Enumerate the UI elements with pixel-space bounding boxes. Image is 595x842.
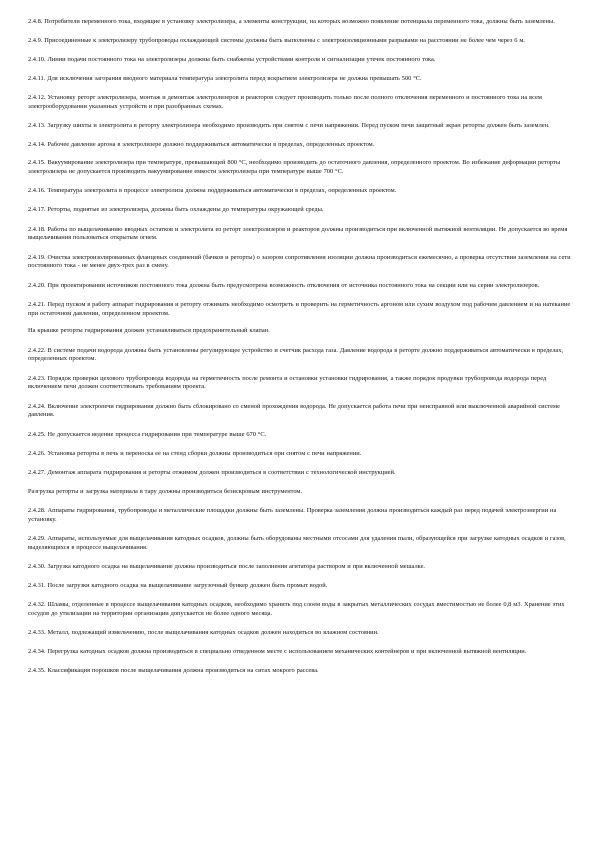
paragraph-2-4-25: 2.4.25. Не допускается ведение процесса гидрирования при температуре выше 670 °C. xyxy=(28,430,267,438)
paragraph-2-4-22: 2.4.22. В системе подачи водорода должны быть установлены регулирующее устройство и счетчик расхода газа. Давление водорода в реторте должно поддерживаться автоматически в пределах, определенных проектом. xyxy=(28,346,564,363)
paragraph-2-4-10: 2.4.10. Линии подачи постоянного тока на электролизеры должны быть снабжены устройствами контроля и сигнализации утечек постоянного тока. xyxy=(28,56,436,64)
paragraph-2-4-13: 2.4.13. Загрузку шихты и электролита в реторту электролизера необходимо производить при снятом с печи напряжении. Перед пуском печи защитный экран реторты должен быть заземлен. xyxy=(28,122,550,130)
paragraph-2-4-19: 2.4.19. Очистка электроизолированных фланцевых соединений (бачков и реторты) о зазором сопротивления изоляции должна производиться ежемесячно, а проверка отсутствия заземления на сети постоянного тока - не менее двух-трех раз в смену. xyxy=(28,253,571,270)
paragraph-2-4-18: 2.4.18. Работы по выщелачиванию вводных остатков и электролита из реторт электролизеров и реакторов должны производиться при включенной вытяжной вентиляции. Не допускается во время выщелачивания пользоваться открытым огнем. xyxy=(28,225,568,242)
paragraph-2-4-26: 2.4.26. Установка реторты в печь и переноска ее на стенд сборки должны производиться при снятом с печи напряжении. xyxy=(28,449,362,457)
paragraph-2-4-27: 2.4.27. Демонтаж аппарата гидрирования и реторты отжимом должен производиться в соответствии с технологической инструкцией. xyxy=(28,468,396,476)
paragraph-2-4-14: 2.4.14. Рабочее давление аргона в электролизере должно поддерживаться автоматически в пределах, определенных проектом. xyxy=(28,141,375,149)
paragraph-2-4-33: 2.4.33. Металл, подлежащий измельчению, после выщелачивания катодных осадков должен находиться во влажном состоянии. xyxy=(28,629,379,637)
paragraph-2-4-17: 2.4.17. Реторты, поднятые из электролизера, должны быть охлаждены до температуры окружающей среды. xyxy=(28,206,324,214)
paragraph-2-4-34: 2.4.34. Перегрузка катодных осадков должна производиться в специально отведенном месте с использованием механических контейнеров и при включенной вытяжной вентиляции. xyxy=(28,648,527,656)
paragraph-retort-valve: На крышке реторты гидрирования должен устанавливаться предохранительный клапан. xyxy=(28,327,270,335)
paragraph-2-4-21: 2.4.21. Перед пуском в работу аппарат гидрирования и реторту отжимать необходимо осмотреть и проверить на герметичность аргоном или сухим воздухом под рабочим давлением и на натекание при остаточном давлении, определенном проектом. xyxy=(28,300,571,317)
paragraph-retort-unloading: Разгрузка реторты и загрузка материала в тару должны производиться безискровым инструментом. xyxy=(28,487,303,495)
paragraph-2-4-35: 2.4.35. Классификация порошков после выщелачивания должна производиться на ситах мокрого рассева. xyxy=(28,667,319,675)
paragraph-2-4-9: 2.4.9. Присоединенные к электролизеру трубопроводы охлаждающей системы должны быть выполнены с электроизоляционными разрывами на расстоянии не более чем через 6 м. xyxy=(28,37,526,45)
paragraph-2-4-24: 2.4.24. Включение электропечи гидрирования должно быть сблокировано со сменой прохождения водорода. Не допускается работа печи при неисправной или выключенной аварийной системе давления. xyxy=(28,402,560,419)
paragraph-2-4-32: 2.4.32. Шламы, отделенные в процессе выщелачивания катодных осадков, необходимо хранить под слоем воды в закрытых металлических сосудах вместимостью не более 0,8 м3. Хранение этих сосудов до утилизации на территории организации допускается не более одного месяца. xyxy=(28,601,565,618)
paragraph-2-4-8: 2.4.8. Потребители переменного тока, входящие в установку электролизера, а элементы конструкции, на которых возможно появление потенциала переменного тока, должны быть заземлены. xyxy=(28,18,555,25)
paragraph-2-4-15: 2.4.15. Вакуумирование электролизера при температуре, превышающей 800 °C, необходимо производить до остаточного давления, определенного проектом. Во избежание деформации реторты электролизера не допускается производить вакуумирование емкости электролизера при температуре выше 700 °C. xyxy=(28,159,561,176)
paragraph-2-4-23: 2.4.23. Порядок проверки цехового трубопровода водорода на герметичность после ремонта и остановки установки гидрирования, а также порядок продувки трубопровода водорода перед включением печи должен соответствовать требованиям проекта. xyxy=(28,374,547,391)
paragraph-2-4-30: 2.4.30. Загрузка катодного осадка на выщелачивание должна производиться после заполнения агитатора раствором и при включенной мешалке. xyxy=(28,562,426,570)
paragraph-2-4-16: 2.4.16. Температура электролита в процессе электролиза должна поддерживаться автоматически в пределах, определенных проектом. xyxy=(28,187,397,195)
paragraph-2-4-11: 2.4.11. Для исключения загорания вводного материала температура электролита перед вскрытием электролизера не должна превышать 500 °C. xyxy=(28,75,422,83)
paragraph-2-4-28: 2.4.28. Аппараты гидрирования, трубопроводы и металлические площадки должны быть заземлены. Проверка заземления должна производиться каждый раз перед подачей электроэнергии на установку. xyxy=(28,506,557,523)
paragraph-2-4-12: 2.4.12. Установку реторт электролизера, монтаж и демонтаж электролизеров и реакторов следует производить только после полного отключения переменного и постоянного тока на всем электрооборудовании указанных устройств и при разобранных схемах. xyxy=(28,94,542,111)
paragraph-2-4-29: 2.4.29. Аппараты, используемые для выщелачивания катодных осадков, должны быть оборудованы местными отсосами для удаления пыли, образующейся при загрузке катодных осадков и газов, выделяющихся в процессе выщелачивания. xyxy=(28,534,566,551)
paragraph-2-4-20: 2.4.20. При проектировании источников постоянного тока должна быть предусмотрена возможность отключения от источника постоянного тока на секции или на серии электролизеров. xyxy=(28,281,540,289)
paragraph-2-4-31: 2.4.31. После загрузки катодного осадка на выщелачивание загрузочный бункер должен быть промыт водой. xyxy=(28,582,328,590)
